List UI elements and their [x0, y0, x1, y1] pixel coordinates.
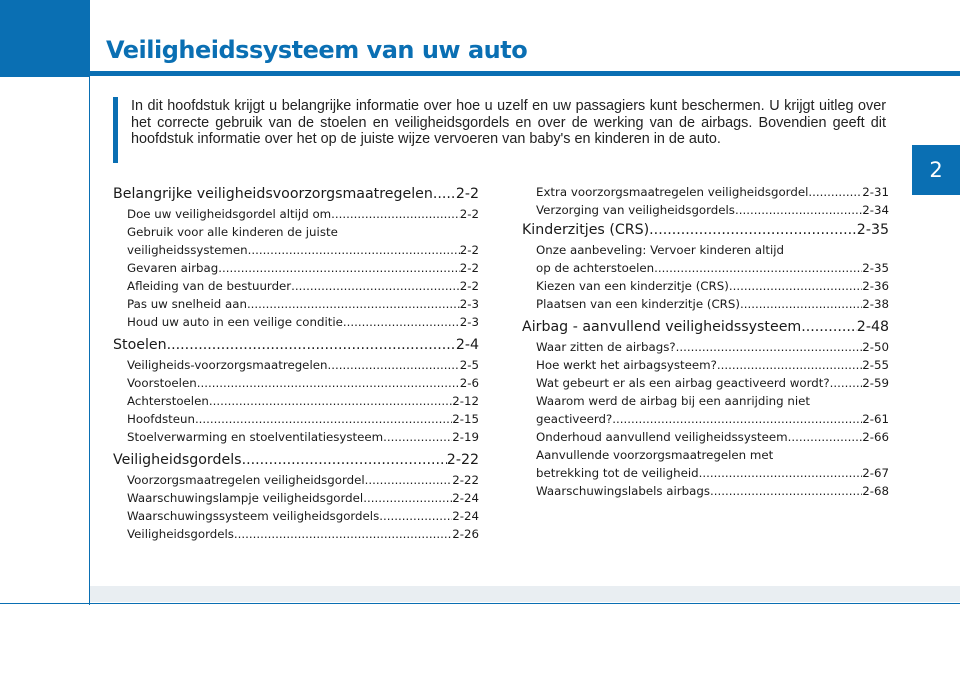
toc-section-label: Kinderzitjes (CRS)	[522, 222, 650, 238]
toc-sub-entry[interactable]: Gevaren airbag ..... 2-2	[113, 259, 479, 277]
toc-sub-entry[interactable]: Wat gebeurt er als een airbag geactiveerd wordt? ..... 2-59	[522, 374, 889, 392]
corner-block	[0, 0, 90, 77]
toc-sub-entry[interactable]: Hoe werkt het airbagsysteem? ..... 2-55	[522, 356, 889, 374]
toc-section-entry[interactable]	[522, 316, 889, 338]
left-margin-rule	[89, 77, 90, 605]
toc-sub-entry[interactable]: Houd uw auto in een veilige conditie ..... 2-3	[113, 313, 479, 331]
toc-page-number: 2-48	[856, 319, 889, 335]
toc-sub-entry[interactable]: geactiveerd? ..... 2-61	[522, 410, 889, 428]
toc-sub-entry[interactable]: Pas uw snelheid aan ..... 2-3	[113, 295, 479, 313]
toc-sub-entry[interactable]: betrekking tot de veiligheid ..... 2-67	[522, 464, 889, 482]
toc-sub-entry[interactable]: Stoelverwarming en stoelventilatiesysteem ..... 2-19	[113, 428, 479, 446]
footer-rule	[0, 603, 960, 604]
toc-sub-entry[interactable]: Waarschuwingslabels airbags ..... 2-68	[522, 482, 889, 500]
toc-section-label: Veiligheidsgordels	[113, 452, 242, 468]
toc-sub-entry[interactable]: Voorstoelen ..... 2-6	[113, 374, 479, 392]
toc-sub-entry[interactable]: Achterstoelen ..... 2-12	[113, 392, 479, 410]
toc-sub-entry[interactable]: Doe uw veiligheidsgordel altijd om ..... 2-2	[113, 205, 479, 223]
toc-sub-entry[interactable]: Plaatsen van een kinderzitje (CRS) ..... 2-38	[522, 295, 889, 313]
toc-sub-entry-line1[interactable]: Waarom werd de airbag bij een aanrijding niet	[536, 394, 811, 408]
toc-sub-entry[interactable]: Afleiding van de bestuurder ..... 2-2	[113, 277, 479, 295]
toc-sub-entry[interactable]: op de achterstoelen ..... 2-35	[522, 259, 889, 277]
intro-accent-bar	[113, 97, 118, 163]
toc-sub-entry[interactable]: Waar zitten de airbags? ..... 2-50	[522, 338, 889, 356]
toc-left-column	[113, 183, 479, 543]
toc-sub-entry[interactable]: Kiezen van een kinderzitje (CRS) ..... 2-36	[522, 277, 889, 295]
intro-paragraph: In dit hoofdstuk krijgt u belangrijke informatie over hoe u uzelf en uw passagiers kunt beschermen. U krijgt uitleg over het correcte gebruik van de stoelen en veiligheidsgordels en over de werking van de airbags. Bovendien geeft dit hoofdstuk informatie over het op de juiste wijze vervoeren van baby's en kinderen in de auto.	[131, 98, 886, 147]
toc-section-entry[interactable]	[113, 183, 479, 205]
toc-section-label: Belangrijke veiligheidsvoorzorgsmaatregelen	[113, 186, 433, 202]
toc-sub-entry[interactable]: Onderhoud aanvullend veiligheidssysteem ..... 2-66	[522, 428, 889, 446]
footer-band	[90, 586, 960, 602]
toc-section-entry[interactable]	[113, 449, 479, 471]
toc-sub-entry[interactable]: Waarschuwingslampje veiligheidsgordel ..... 2-24	[113, 489, 479, 507]
toc-sub-entry-line1[interactable]: Aanvullende voorzorgsmaatregelen met	[536, 448, 774, 462]
toc-sub-entry[interactable]: Waarschuwingssysteem veiligheidsgordels ..... 2-24	[113, 507, 479, 525]
toc-sub-entry[interactable]: veiligheidssystemen ..... 2-2	[113, 241, 479, 259]
toc-section-label: Airbag - aanvullend veiligheidssysteem	[522, 319, 802, 335]
toc-sub-entry[interactable]: Extra voorzorgsmaatregelen veiligheidsgordel ..... 2-31	[522, 183, 889, 201]
toc-page-number: 2-4	[455, 337, 479, 353]
toc-section-entry[interactable]	[113, 334, 479, 356]
page-title: Veiligheidssysteem van uw auto	[106, 36, 528, 64]
toc-sub-entry-line1[interactable]: Gebruik voor alle kinderen de juiste	[127, 225, 338, 239]
toc-sub-entry[interactable]: Hoofdsteun ..... 2-15	[113, 410, 479, 428]
toc-sub-entry-line1[interactable]: Onze aanbeveling: Vervoer kinderen altijd	[536, 243, 785, 257]
toc-sub-entry[interactable]: Verzorging van veiligheidsgordels ..... 2-34	[522, 201, 889, 219]
toc-sub-entry[interactable]: Voorzorgsmaatregelen veiligheidsgordel ..... 2-22	[113, 471, 479, 489]
toc-right-column	[522, 183, 889, 500]
toc-sub-entry[interactable]: Veiligheidsgordels ..... 2-26	[113, 525, 479, 543]
toc-page-number: 2-2	[455, 186, 479, 202]
toc-page-number: 2-35	[856, 222, 889, 238]
toc-section-entry[interactable]	[522, 219, 889, 241]
title-underline	[90, 71, 960, 76]
toc-page-number: 2-22	[446, 452, 479, 468]
toc-section-label: Stoelen	[113, 337, 167, 353]
chapter-tab[interactable]: 2	[912, 145, 960, 195]
toc-sub-entry[interactable]: Veiligheids-voorzorgsmaatregelen ..... 2-5	[113, 356, 479, 374]
